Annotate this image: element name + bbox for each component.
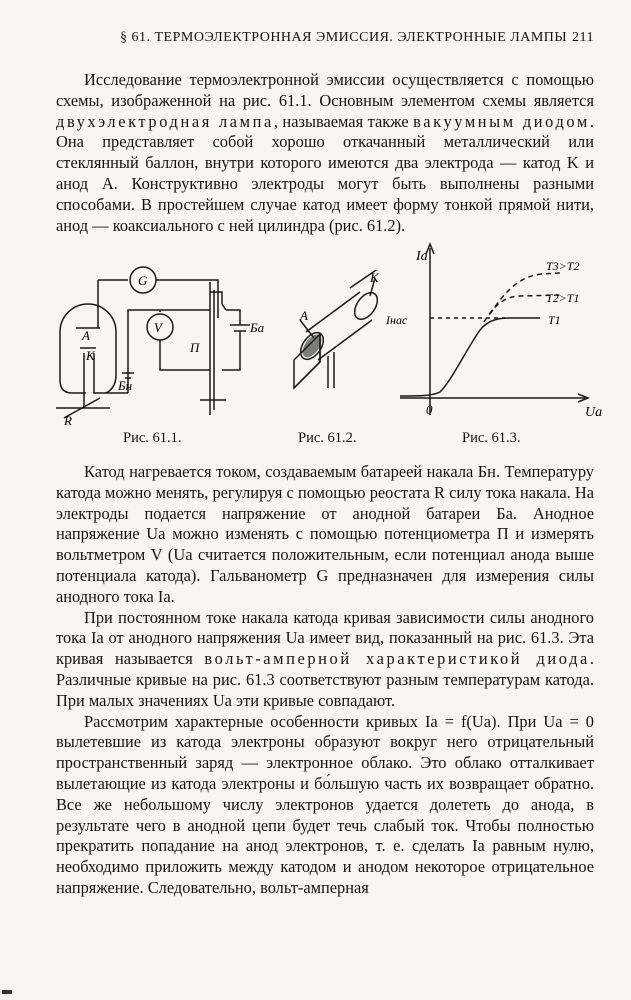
label-y-axis: Ia <box>416 249 428 264</box>
label-curve-t3: T3>T2 <box>546 259 580 273</box>
label-voltmeter: V <box>154 320 162 335</box>
label-anode: A <box>82 328 90 343</box>
label-curve-t1: T1 <box>548 313 561 327</box>
label-battery-anode: Бa <box>250 320 265 335</box>
term-vacuum-diode: вакуумным диодом <box>413 111 590 131</box>
label-anode: A <box>300 308 308 323</box>
term-diode: двухэлектродная лампа <box>56 111 274 131</box>
paragraph-1: Исследование термоэлектронной эмиссии осуществляется с помощью схемы, изображенной на рис. 61.1. Основным элементом схемы является двухэлектродная лампа, называемая также вакуумным диодом. Она представляет собой хорошо откачанный металлический или стеклянный баллон, внутри которого имеются два электрода — катод K и анод A. Конструктивно электроды могут быть выполнены разными способами. В простейшем случае катод имеет форму тонкой прямой нити, анод — коаксиального с ней цилиндра (рис. 61.2). <box>56 70 595 235</box>
paragraph-4: Рассмотрим характерные особенности кривых Ia = f(Ua). При Ua = 0 вылетевшие из катода электроны образуют вокруг него отрицательный пространственный заряд — электронное облако. Это облако отталкивает вылетающие из катода электроны и бо́льшую часть их возвращает обратно. Все же небольшому числу электронов удается долететь до анода, в результате чего в анодной цепи будет течь слабый ток. Чтобы полностью прекратить попадание на анод электронов, т. е. сделать Ia равным нулю, необходимо приложить между катодом и анодом некоторое отрицательное напряжение. Следовательно, вольт-амперная <box>56 711 594 897</box>
caption-fig-61-2: Рис. 61.2. <box>298 430 357 446</box>
header-title: § 61. ТЕРМОЭЛЕКТРОННАЯ ЭМИССИЯ. ЭЛЕКТРОННЫЕ ЛАМПЫ <box>120 30 568 45</box>
label-cathode: K <box>370 270 379 285</box>
body-text <box>56 462 594 899</box>
label-cathode: K <box>86 348 95 363</box>
label-battery-heater: Бн <box>118 378 133 393</box>
label-rheostat: R <box>64 413 72 425</box>
page-edge-mark <box>2 990 12 994</box>
label-curve-t2: T2>T1 <box>546 291 580 305</box>
label-x-axis: Ua <box>585 405 603 420</box>
figure-61-3-iv-curves <box>380 240 605 430</box>
figure-61-1-circuit <box>50 240 265 425</box>
label-saturation: Iнас <box>386 313 408 327</box>
term-iv-characteristic: вольт-амперной характеристикой диода <box>204 649 590 669</box>
paragraph-3: При постоянном токе накала катода кривая зависимости силы анодного тока Ia от анодного напряжения Ua имеет вид, показанный на рис. 61.3. Эта кривая называется вольт-амперной характеристикой диода. Различные кривые на рис. 61.3 соответствуют разным температурам катода. При малых значениях Ua эти кривые совпадают. <box>56 607 595 710</box>
curve-t1 <box>400 318 540 396</box>
caption-fig-61-1: Рис. 61.1. <box>123 430 182 446</box>
caption-fig-61-3: Рис. 61.3. <box>462 430 521 446</box>
figures-row <box>50 240 610 455</box>
paragraph-2: Катод нагревается током, создаваемым батареей накала Бн. Температуру катода можно менять, регулируя с помощью реостата R силу тока накала. На электроды подается напряжение от анодной батареи Ба. Анодное напряжение Ua можно изменять с помощью потенциометра П и измерять вольтметром V (Ua считается положительным, если потенциал анода выше потенциала катода). Гальванометр G предназначен для измерения силы анодного тока Ia. <box>56 462 594 606</box>
label-galvanometer: G <box>138 273 148 288</box>
label-origin: 0 <box>426 402 433 417</box>
page-number: 211 <box>572 30 594 45</box>
label-potentiometer: П <box>190 340 200 355</box>
